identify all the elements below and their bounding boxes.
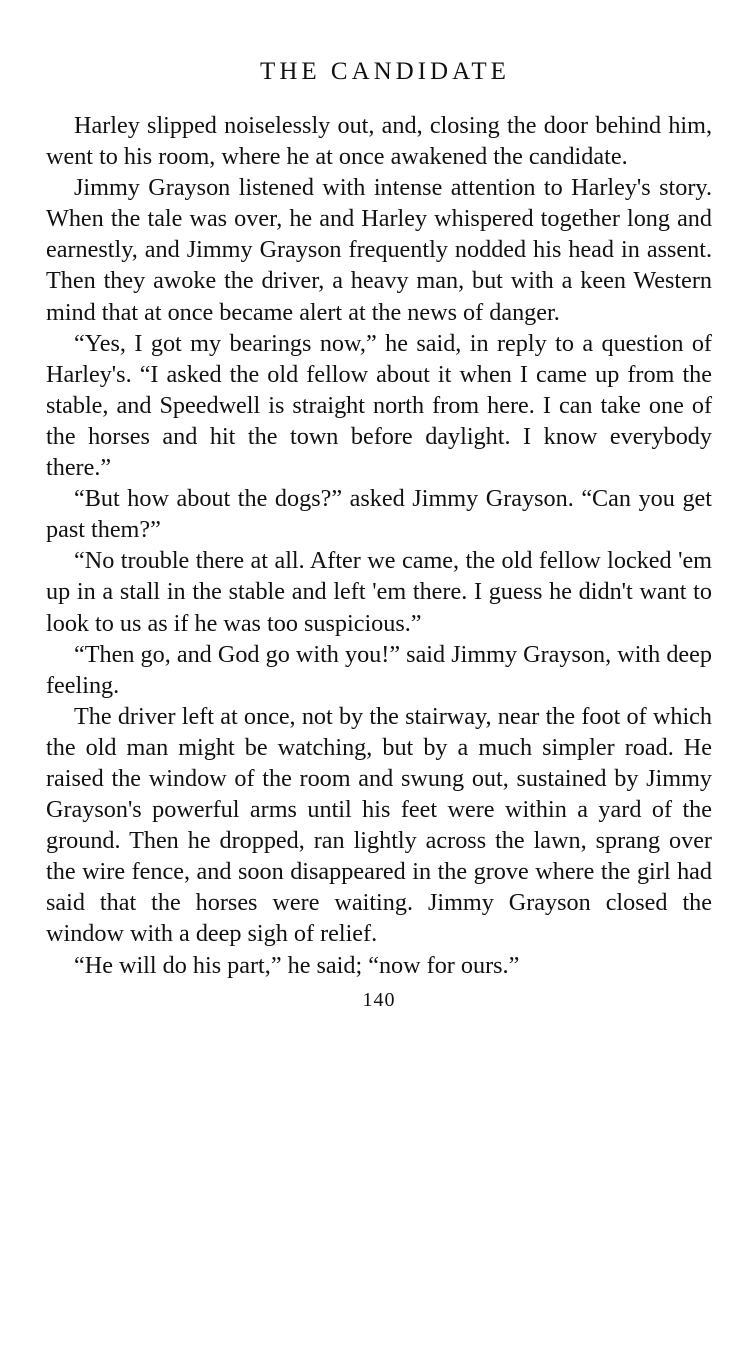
paragraph: “He will do his part,” he said; “now for ours.” (74, 951, 520, 979)
paragraph: Jimmy Grayson listened with intense attention to Harley's story. When the tale was over, he and Harley whispered together long and earnestly, and Jimmy Grayson frequently nodded his head in assent. Then they awoke the driver, a heavy man, but with a keen Western mind that at once became alert at the news of danger. (46, 174, 712, 326)
body-text (46, 110, 712, 981)
paragraph: “But how about the dogs?” asked Jimmy Grayson. “Can you get past them?” (46, 485, 712, 544)
paragraph: Harley slipped noiselessly out, and, closing the door behind him, went to his room, where he at once awakened the candidate. (46, 112, 712, 171)
book-page (46, 56, 712, 1015)
paragraph: “Then go, and God go with you!” said Jimmy Grayson, with deep feeling. (46, 640, 712, 699)
running-head: THE CANDIDATE (260, 58, 510, 85)
paragraph: “Yes, I got my bearings now,” he said, in reply to a question of Harley's. “I asked the old fellow about it when I came up from the stable, and Speedwell is straight north from here. I can take one of the horses and hit the town before daylight. I know everybody there.” (46, 329, 712, 482)
paragraph: “No trouble there at all. After we came, the old fellow locked 'em up in a stall in the stable and left 'em there. I guess he didn't want to look to us as if he was too suspicious.” (46, 547, 712, 637)
paragraph: The driver left at once, not by the stairway, near the foot of which the old man might be watching, but by a much simpler road. He raised the window of the room and swung out, sustained by Jimmy Grayson's powerful arms until his feet were within a yard of the ground. Then he dropped, ran lightly across the lawn, sprang over the wire fence, and soon disappeared in the grove where the girl had said that the horses were waiting. Jimmy Grayson closed the window with a deep sigh of relief. (46, 702, 712, 948)
page-number: 140 (362, 988, 396, 1011)
